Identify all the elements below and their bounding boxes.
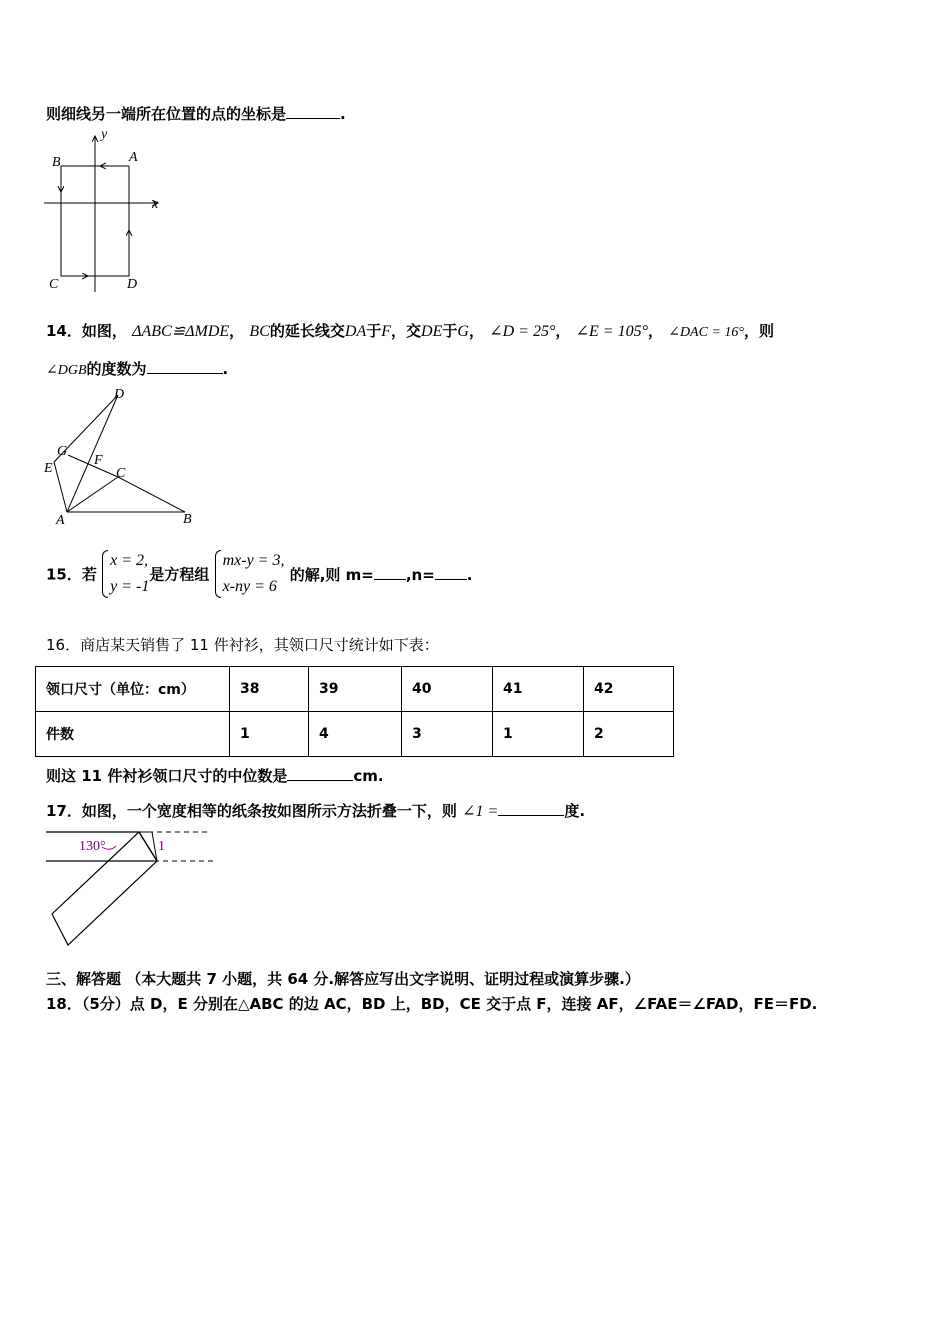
table-cell: 4 [309, 712, 402, 757]
q14-figure [40, 385, 210, 530]
section3-title-text: 三、解答题 （本大题共 7 小题，共 64 分.解答应写出文字说明、证明过程或演算步骤.） [46, 970, 640, 988]
q14-text6: ， [468, 322, 484, 340]
q15-system1 [102, 548, 149, 600]
q17-answer-blank[interactable] [498, 815, 564, 816]
q15-line [46, 548, 473, 600]
q14-bc: BC [249, 323, 270, 340]
q14-text5: 于 [442, 322, 458, 340]
table-header-size: 领口尺寸（单位：cm） [36, 667, 230, 712]
q18-line [46, 993, 817, 1014]
q17-end: 度. [564, 802, 586, 820]
q13-end: . [340, 105, 346, 123]
q15-s1-row2: y = -1 [110, 578, 150, 595]
table-cell: 41 [493, 667, 584, 712]
q14-text7: ， [555, 322, 571, 340]
q14-f: F [381, 323, 392, 340]
q15-number: 15．若 [46, 565, 97, 584]
q14-angle-dgb: ∠DGB [46, 363, 87, 378]
q15-s2-row1: mx-y = 3, [222, 552, 285, 569]
q14-text3: 于 [366, 322, 382, 340]
table-cell: 39 [309, 667, 402, 712]
q14-g: G [457, 323, 469, 340]
q14-congruence: ΔABC≌ΔMDE [132, 323, 230, 340]
q13-label-y: y [101, 127, 108, 142]
q14-text9: ，则 [744, 322, 775, 340]
q15-system2 [215, 548, 285, 600]
q15-text2: ,n= [405, 565, 435, 584]
q14-label-f: F [94, 453, 103, 468]
q14-text8: ， [647, 322, 663, 340]
q14-line2 [46, 358, 228, 379]
table-row [36, 667, 674, 712]
q13-label-c: C [49, 277, 59, 292]
q13-label-a: A [129, 150, 138, 165]
q14-seg-ea [54, 462, 67, 512]
q16-after-text: 则这 11 件衬衫领口尺寸的中位数是 [46, 767, 288, 785]
q14-answer-blank[interactable] [147, 373, 223, 374]
q14-label-g: G [57, 444, 68, 459]
q14-label-c: C [116, 466, 126, 481]
q15-s2-row2: x-ny = 6 [222, 578, 277, 595]
table-cell: 1 [230, 712, 309, 757]
q14-number: 14．如图， [46, 322, 127, 340]
q16-intro [46, 634, 439, 655]
q14-end: . [222, 360, 229, 378]
q14-angle-dac: ∠DAC = 16° [668, 325, 744, 340]
q14-angle-e: ∠E = 105° [575, 323, 648, 340]
q13-text [46, 103, 346, 124]
q16-after-end: cm. [353, 767, 384, 785]
q14-seg-cb [118, 477, 185, 512]
q14-seg-gc [68, 455, 118, 477]
table-header-count: 件数 [36, 712, 230, 757]
table-row [36, 712, 674, 757]
q14-label-a: A [56, 513, 65, 528]
table-cell: 3 [402, 712, 493, 757]
q14-text10: 的度数为 [86, 360, 147, 378]
table-cell: 2 [584, 712, 674, 757]
q13-question: 则细线另一端所在位置的点的坐标是 [46, 105, 287, 123]
q16-answer-blank[interactable] [287, 780, 353, 781]
q15-tail [290, 566, 473, 584]
table-cell: 1 [493, 712, 584, 757]
q16-after [46, 765, 384, 786]
q13-label-b: B [52, 155, 61, 170]
table-cell: 42 [584, 667, 674, 712]
q13-label-d: D [127, 277, 138, 292]
table-cell: 40 [402, 667, 493, 712]
q16-intro-text: 16．商店某天销售了 11 件衬衫，其领口尺寸统计如下表： [46, 636, 439, 654]
q16-table [35, 666, 674, 757]
q14-label-e: E [44, 461, 53, 476]
q14-sep1: ， [229, 322, 245, 340]
q17-text: 17．如图，一个宽度相等的纸条按如图所示方法折叠一下，则 [46, 802, 457, 820]
q17-angle-label: 130° [79, 839, 106, 854]
q14-line1 [46, 320, 774, 341]
q14-text2: 的延长线交 [269, 322, 345, 340]
q13-label-x: x [152, 197, 159, 212]
q15-mid: 是方程组 [149, 565, 210, 584]
q18-text: 18．（5分）点 D，E 分别在△ABC 的边 AC，BD 上，BD，CE 交于点 F，连接 AF，∠FAE＝∠FAD，FE＝FD. [46, 995, 818, 1013]
q14-label-b: B [183, 512, 192, 527]
q14-label-d: D [114, 387, 125, 402]
q17-angle: ∠1 = [462, 803, 499, 820]
q17-one-label: 1 [158, 839, 165, 854]
q13-figure [40, 127, 170, 300]
q15-blank-m[interactable] [374, 579, 406, 580]
q14-da: DA [344, 323, 367, 340]
q14-de: DE [421, 323, 443, 340]
q15-blank-n[interactable] [435, 579, 467, 580]
q14-angle-d: ∠D = 25° [489, 323, 556, 340]
q17-line [46, 800, 585, 821]
q15-s1-row1: x = 2, [110, 552, 149, 569]
q15-text1: 的解,则 m= [289, 565, 374, 584]
section3-title [46, 968, 640, 989]
q14-text4: ，交 [391, 322, 422, 340]
q15-end: . [466, 565, 473, 584]
table-cell: 38 [230, 667, 309, 712]
q13-answer-blank[interactable] [286, 118, 340, 119]
q17-figure [44, 826, 224, 951]
